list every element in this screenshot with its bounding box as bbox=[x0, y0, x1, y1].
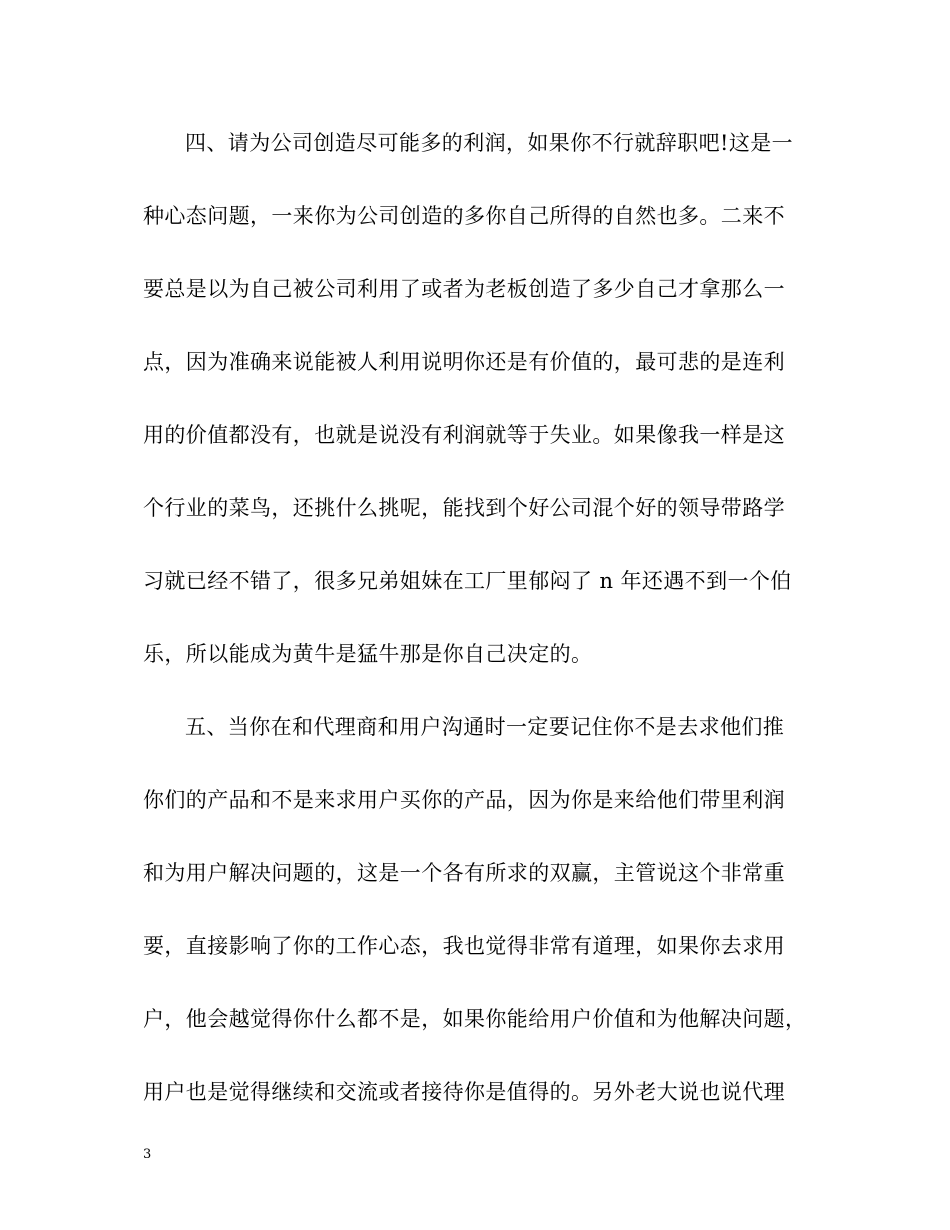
paragraph-4-line-6: 个行业的菜鸟，还挑什么挑呢，能找到个好公司混个好的领导带路学 bbox=[143, 496, 785, 520]
paragraph-4-line-8: 乐，所以能成为黄牛是猛牛那是你自己决定的。 bbox=[143, 642, 593, 666]
paragraph-5-line-3: 和为用户解决问题的，这是一个各有所求的双赢，主管说这个非常重 bbox=[143, 861, 785, 885]
paragraph-5-line-5: 户，他会越觉得你什么都不是，如果你能给用户价值和为他解决问题， bbox=[143, 1007, 807, 1031]
paragraph-4-line-4: 点，因为准确来说能被人利用说明你还是有价值的，最可悲的是连利 bbox=[143, 350, 785, 374]
paragraph-4-line-1: 四、请为公司创造尽可能多的利润，如果你不行就辞职吧!这是一 bbox=[185, 131, 794, 155]
paragraph-4-line-3: 要总是以为自己被公司利用了或者为老板创造了多少自己才拿那么一 bbox=[143, 277, 785, 301]
paragraph-4-line-7: 习就已经不错了，很多兄弟姐妹在工厂里郁闷了 n 年还遇不到一个伯 bbox=[143, 569, 792, 593]
paragraph-5-line-2: 你们的产品和不是来求用户买你的产品，因为你是来给他们带里利润 bbox=[143, 788, 785, 812]
paragraph-4-line-5: 用的价值都没有，也就是说没有利润就等于失业。如果像我一样是这 bbox=[143, 423, 785, 447]
paragraph-5-line-1: 五、当你在和代理商和用户沟通时一定要记住你不是去求他们推 bbox=[185, 715, 785, 739]
page-number: 3 bbox=[143, 1147, 152, 1162]
paragraph-4-line-2: 种心态问题，一来你为公司创造的多你自己所得的自然也多。二来不 bbox=[143, 204, 785, 228]
paragraph-5-line-6: 用户也是觉得继续和交流或者接待你是值得的。另外老大说也说代理 bbox=[143, 1080, 785, 1104]
paragraph-5-line-4: 要，直接影响了你的工作心态，我也觉得非常有道理，如果你去求用 bbox=[143, 934, 785, 958]
